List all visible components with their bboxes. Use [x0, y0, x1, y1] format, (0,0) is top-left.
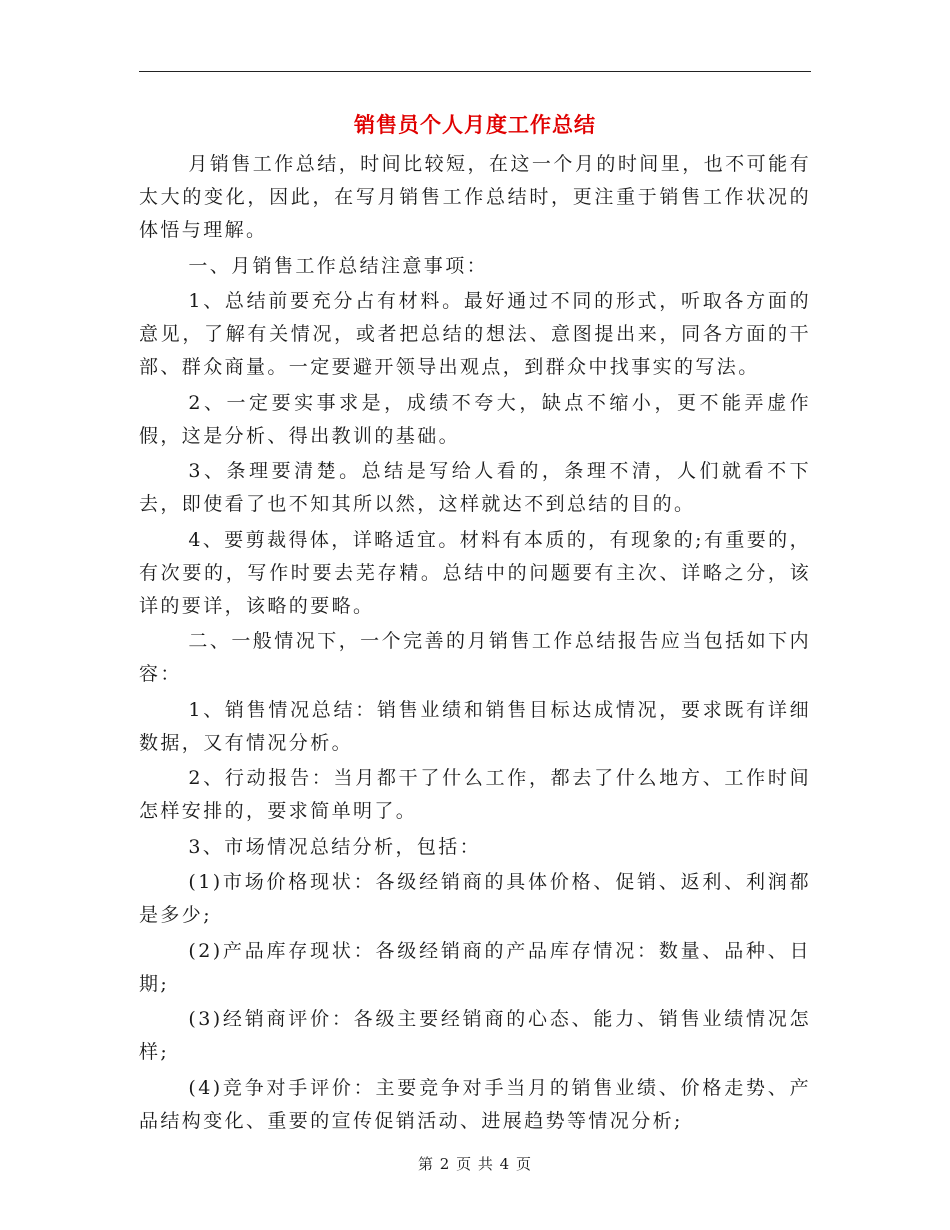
paragraph-sub-1: (1)市场价格现状：各级经销商的具体价格、促销、返利、利润都是多少;	[139, 871, 811, 926]
page-number: 第 2 页 共 4 页	[418, 1155, 532, 1173]
paragraph-item-2: 2、一定要实事求是，成绩不夸大，缺点不缩小，更不能弄虚作假，这是分析、得出教训的基础。	[139, 391, 811, 447]
paragraph-item-4: 4、要剪裁得体，详略适宜。材料有本质的，有现象的;有重要的，有次要的，写作时要去芜存精。总结中的问题要有主次、详略之分，该详的要详，该略的要略。	[139, 528, 811, 617]
paragraph-sub-4: (4)竞争对手评价：主要竞争对手当月的销售业绩、价格走势、产品结构变化、重要的宣传促销活动、进展趋势等情况分析;	[139, 1076, 811, 1132]
paragraph-sub-2: (2)产品库存现状：各级经销商的产品库存情况：数量、品种、日期;	[139, 939, 811, 995]
paragraph-intro: 月销售工作总结，时间比较短，在这一个月的时间里，也不可能有太大的变化，因此，在写月销售工作总结时，更注重于销售工作状况的体悟与理解。	[139, 153, 811, 241]
document-title: 销售员个人月度工作总结	[354, 112, 596, 137]
page-footer	[0, 1152, 950, 1176]
paragraph-item-3: 3、条理要清楚。总结是写给人看的，条理不清，人们就看不下去，即使看了也不知其所以然，这样就达不到总结的目的。	[139, 460, 811, 515]
paragraph-report-2: 2、行动报告：当月都干了什么工作，都去了什么地方、工作时间怎样安排的，要求简单明了。	[139, 767, 811, 822]
section-heading-2: 二、一般情况下，一个完善的月销售工作总结报告应当包括如下内容：	[139, 630, 811, 685]
document-body	[139, 148, 811, 1140]
paragraph-report-3: 3、市场情况总结分析，包括：	[188, 835, 482, 858]
paragraph-report-1: 1、销售情况总结：销售业绩和销售目标达成情况，要求既有详细数据，又有情况分析。	[139, 698, 811, 754]
paragraph-item-1: 1、总结前要充分占有材料。最好通过不同的形式，听取各方面的意见，了解有关情况，或者把总结的想法、意图提出来，同各方面的干部、群众商量。一定要避开领导出观点，到群众中找事实的写法。	[139, 290, 811, 378]
section-heading-1: 一、月销售工作总结注意事项：	[188, 254, 488, 277]
paragraph-sub-3: (3)经销商评价：各级主要经销商的心态、能力、销售业绩情况怎样;	[139, 1008, 811, 1063]
header-rule	[139, 71, 811, 72]
